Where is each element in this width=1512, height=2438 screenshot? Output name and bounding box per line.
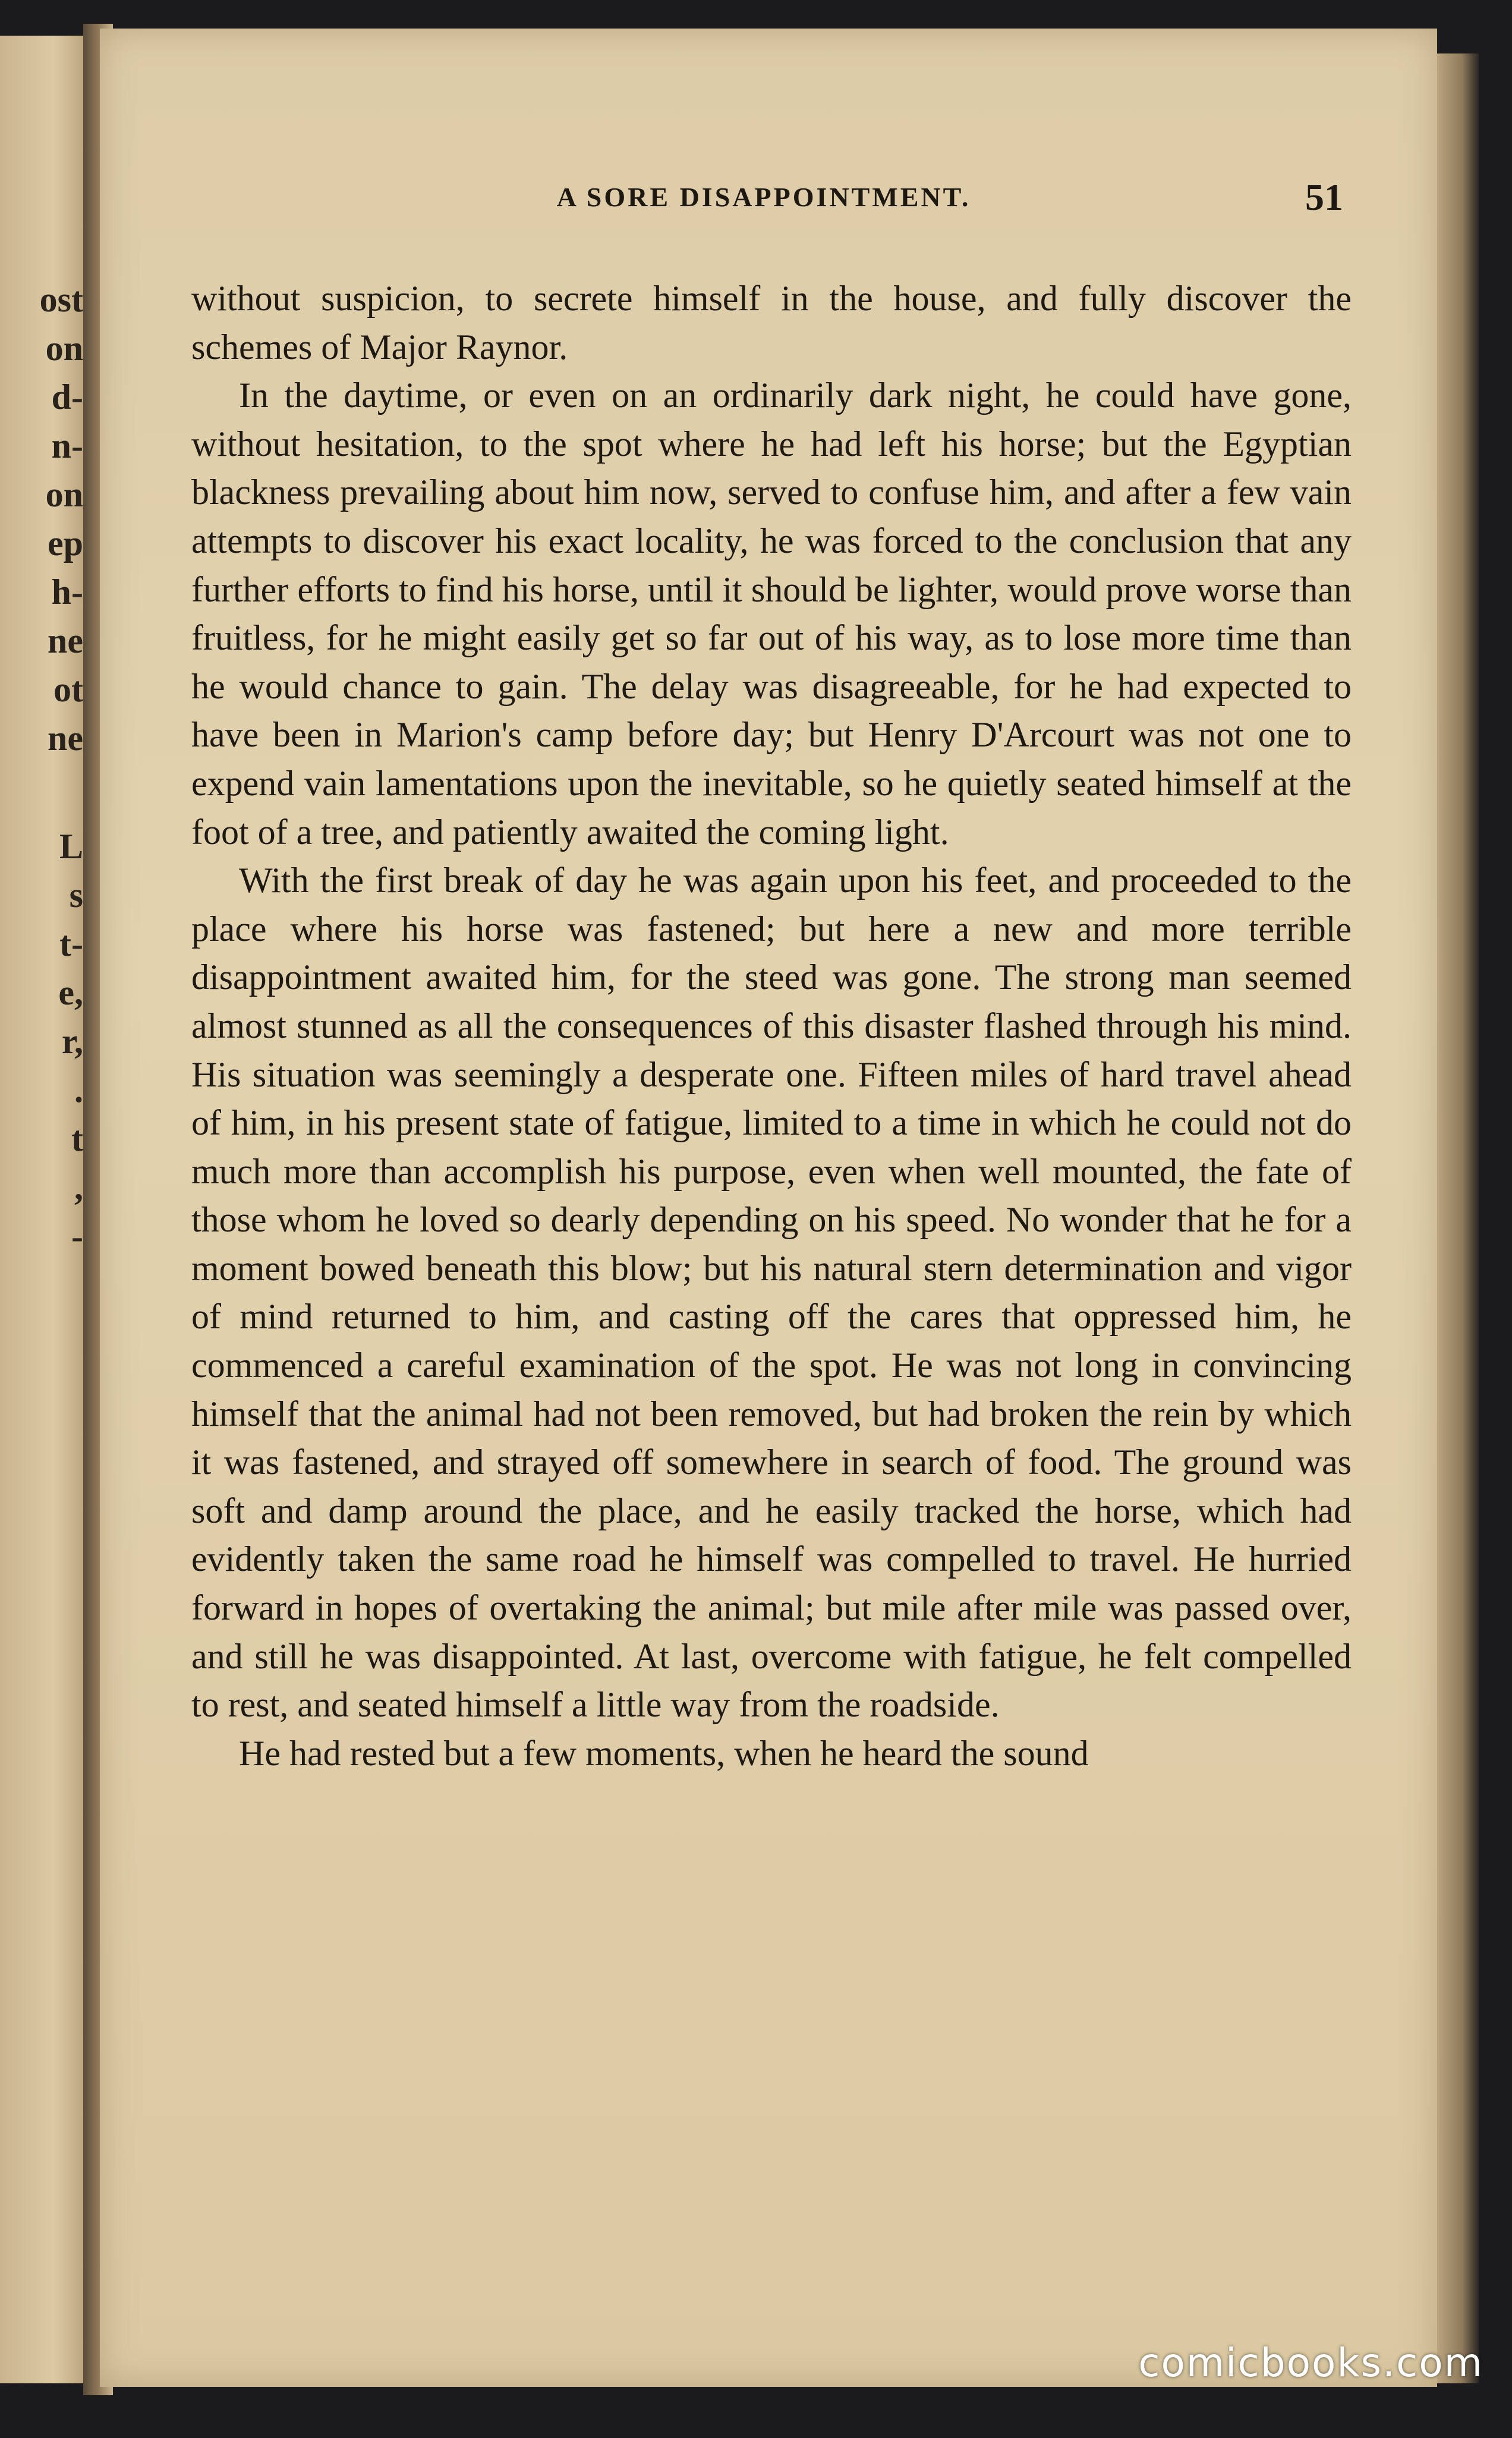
left-page-fragment: L — [59, 827, 83, 866]
paragraph: With the first break of day he was again upon his feet, and proceeded to the place where his horse was fastened; but here a new and more terrible disappointment awaited him, for the steed was gone. The strong man seemed almost stunned as all the consequences of this disaster flashed through his mind. His situation was seemingly a desperate one. Fifteen miles of hard travel ahead of him, in his present state of fatigue, limited to a time in which he could not do much more than accomplish his purpose, even when well mounted, the fate of those whom he loved so dearly depending on his speed. No wonder that he for a moment bowed beneath this blow; but his natural stern determination and vigor of mind returned to him, and casting off the cares that oppressed him, he commenced a careful examination of the spot. He was not long in convincing himself that the animal had not been removed, but had broken the rein by which it was fastened, and strayed off somewhere in search of food. The ground was soft and damp around the place, and he easily tracked the horse, which had evidently taken the same road he himself was compelled to travel. He hurried forward in hopes of overtaking the animal; but mile after mile was passed over, and still he was disappointed. At last, overcome with fatigue, he felt compelled to rest, and seated himself a little way from the roadside. — [191, 861, 1352, 1725]
left-page-fragment: t- — [59, 924, 83, 963]
left-page-fragment: e, — [58, 973, 83, 1012]
paragraph: without suspicion, to secrete himself in the house, and fully discover the schemes of Major Raynor. — [191, 279, 1352, 367]
left-page-fragment: ost — [39, 280, 83, 319]
left-facing-page — [0, 36, 89, 2383]
left-page-fragment: ne — [48, 719, 83, 758]
left-page-fragment: h- — [51, 572, 83, 612]
left-page-fragment: d- — [51, 377, 83, 417]
paragraph: He had rested but a few moments, when he heard the sound — [239, 1733, 1089, 1773]
running-title: A SORE DISAPPOINTMENT. — [556, 182, 971, 212]
left-page-fragment: ep — [48, 524, 83, 563]
left-page-fragment: t — [71, 1119, 83, 1158]
left-page-fragment: - — [71, 1217, 83, 1256]
left-page-fragment: , — [74, 1168, 83, 1207]
left-page-fragment: on — [45, 329, 83, 368]
left-page-fragment: on — [45, 475, 83, 514]
left-page-fragment: ot — [53, 670, 83, 709]
left-page-fragment: . — [74, 1070, 83, 1110]
page-edge — [1437, 53, 1479, 2383]
page-number: 51 — [1305, 176, 1343, 218]
page-header — [172, 176, 1355, 235]
left-page-fragment: n- — [51, 426, 83, 465]
watermark: comicbooks.com — [1138, 2340, 1483, 2386]
left-page-fragment: s — [69, 875, 83, 915]
body-text — [191, 275, 1352, 1778]
paragraph: In the daytime, or even on an ordinarily dark night, he could have gone, without hesitation, to the spot where he had left his horse; but the Egyptian blackness prevailing about him now, served to confuse him, and after a few vain attempts to discover his exact locality, he was forced to the conclusion that any further efforts to find his horse, until it should be lighter, would prove worse than fruitless, for he might easily get so far out of his way, as to lose more time than he would chance to gain. The delay was disagreeable, for he had expected to have been in Marion's camp before day; but Henry D'Arcourt was not one to expend vain lamentations upon the inevitable, so he quietly seated himself at the foot of a tree, and patiently awaited the coming light. — [191, 376, 1352, 852]
left-page-fragment: r, — [61, 1022, 83, 1061]
left-page-fragment: ne — [48, 621, 83, 660]
